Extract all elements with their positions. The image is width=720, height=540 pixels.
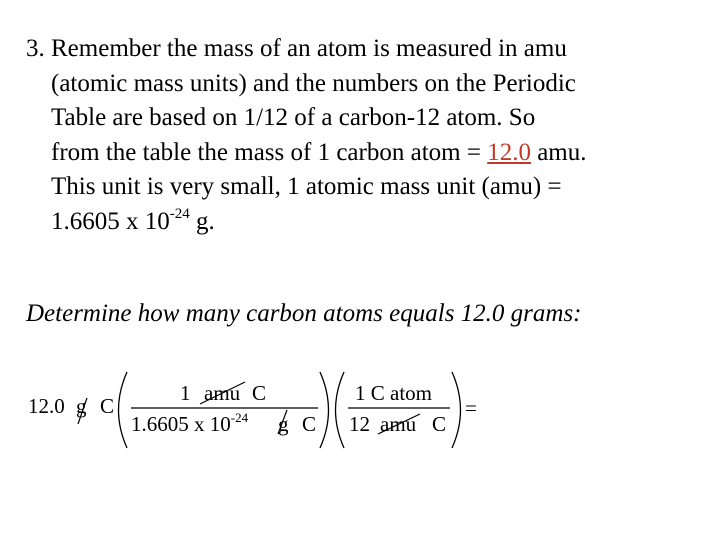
fraction-2-denominator-coefficient: 12	[349, 412, 370, 436]
fraction-1-denominator-mantissa: 1.6605 x 10	[131, 412, 231, 436]
amu-mass-coefficient: 1.6605 x 10	[51, 207, 170, 235]
line-4-text: from the table the mass of 1 carbon atom =	[51, 138, 488, 166]
question-text: Determine how many carbon atoms equals 12.0 grams:	[26, 300, 582, 327]
paragraph-line-5: This unit is very small, 1 atomic mass unit (amu) =	[51, 173, 562, 200]
fraction-1-denominator-coefficient	[131, 412, 248, 436]
amu-mass-unit: g.	[189, 207, 215, 235]
left-paren-2	[336, 372, 345, 448]
amu-mass-exponent: -24	[169, 205, 190, 222]
fraction-1-denominator-element: C	[302, 412, 317, 436]
given-unit: g	[76, 394, 87, 418]
carbon-mass-value: 12.0	[487, 138, 531, 166]
fraction-2-denominator-element: C	[432, 412, 447, 436]
equals-sign: =	[465, 396, 477, 420]
paragraph-line-2: (atomic mass units) and the numbers on the Periodic	[51, 69, 576, 97]
fraction-1-denominator-exponent: -24	[230, 410, 249, 425]
fraction-1-denominator-unit: g	[278, 412, 289, 436]
fraction-1-numerator-element: C	[252, 381, 267, 405]
conversion-equation	[0, 360, 720, 470]
line-4-unit: amu.	[530, 138, 587, 166]
fraction-1-numerator-coefficient: 1	[180, 381, 191, 405]
given-element: C	[100, 394, 115, 418]
explanation-paragraph	[26, 32, 706, 239]
fraction-1-numerator-unit: amu	[204, 381, 241, 405]
paragraph-line-3: Table are based on 1/12 of a carbon-12 atom. So	[51, 104, 536, 131]
paragraph-line-4	[26, 136, 706, 171]
right-paren-2	[452, 372, 461, 448]
paragraph-line-1: 3. Remember the mass of an atom is measured in amu	[26, 35, 567, 62]
right-paren-1	[320, 372, 329, 448]
left-paren-1	[119, 372, 128, 448]
fraction-2-numerator: 1 C atom	[355, 381, 432, 405]
paragraph-line-6	[26, 205, 706, 240]
fraction-2-denominator-unit: amu	[380, 412, 417, 436]
given-value: 12.0	[28, 394, 65, 418]
